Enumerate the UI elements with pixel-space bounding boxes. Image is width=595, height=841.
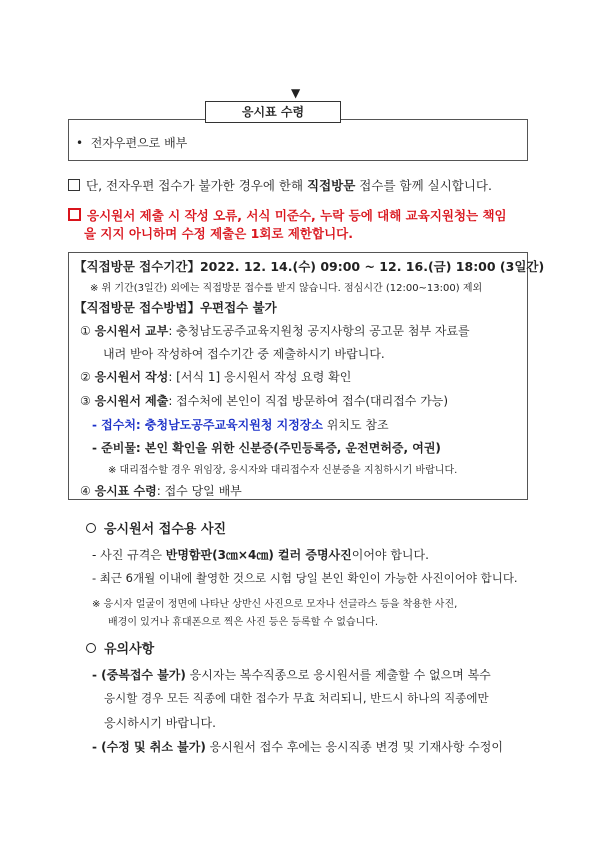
photo-note-1: ※ 응시자 얼굴이 정면에 나타난 상반신 사진으로 모자나 선글라스 등을 착용한 사진, (92, 599, 458, 610)
step-1: ① 응시원서 교부: 충청남도공주교육지원청 공지사항의 공고문 첨부 자료를 (80, 324, 470, 338)
photo-note-2: 배경이 있거나 휴대폰으로 찍은 사진 등은 등록할 수 없습니다. (108, 617, 379, 628)
caution-item-2: - (수정 및 취소 불가) 응시원서 접수 후에는 응시직종 변경 및 기재사항 수정이 (92, 740, 503, 754)
step-1-line-2: 내려 받아 작성하여 접수기간 중 제출하시기 바랍니다. (103, 347, 385, 361)
photo-heading: 응시원서 접수용 사진 (86, 518, 226, 537)
caution-item-1-line-3: 응시하시기 바랍니다. (104, 716, 216, 730)
caution-item-1-line-2: 응시할 경우 모든 직종에 대한 접수가 무효 처리되니, 반드시 하나의 직종에만 (104, 691, 489, 705)
bullet-item (76, 134, 187, 151)
down-arrow-marker: ▼ (291, 86, 301, 100)
step-2: ② 응시원서 작성: [서식 1] 응시원서 작성 요령 확인 (80, 370, 352, 384)
required-items: - 준비물: 본인 확인을 위한 신분증(주민등록증, 운전면허증, 여권) (92, 441, 441, 455)
warning-line-1: 응시원서 제출 시 작성 오류, 서식 미준수, 누락 등에 대해 교육지원청는 책임 (68, 206, 507, 224)
photo-spec: - 사진 규격은 반명함판(3㎝×4㎝) 컬러 증명사진이어야 합니다. (92, 548, 429, 562)
circle-bullet-icon (86, 523, 96, 533)
visit-period: 【직접방문 접수기간】2022. 12. 14.(수) 09:00 ~ 12. 16.(금) 18:00 (3일간) (74, 259, 545, 274)
caution-heading: 유의사항 (86, 638, 154, 657)
red-checkbox-icon (68, 208, 81, 221)
note-visit: 단, 전자우편 접수가 불가한 경우에 한해 직접방문 접수를 함께 실시합니다. (68, 176, 492, 194)
section-title-ticket: 응시표 수령 (205, 101, 341, 123)
bullet-dot: • (76, 136, 91, 150)
checkbox-icon (68, 179, 80, 191)
proxy-note: ※ 대리접수할 경우 위임장, 응시자와 대리접수자 신분증을 지침하시기 바랍니다. (108, 465, 458, 476)
submit-place: - 접수처: 충청남도공주교육지원청 지정장소 위치도 참조 (92, 418, 389, 432)
bullet-text: 전자우편으로 배부 (90, 136, 188, 150)
circle-bullet-icon (86, 643, 96, 653)
visit-method: 【직접방문 접수방법】우편접수 불가 (74, 300, 277, 315)
step-4: ④ 응시표 수령: 접수 당일 배부 (80, 484, 242, 498)
photo-recent: - 최근 6개월 이내에 촬영한 것으로 시험 당일 본인 확인이 가능한 사진이어야 합니다. (92, 571, 518, 585)
warning-line-2: 을 지지 아니하며 수정 제출은 1회로 제한합니다. (84, 226, 353, 241)
caution-item-1: - (중복접수 불가) 응시자는 복수직종으로 응시원서를 제출할 수 없으며 복수 (92, 668, 491, 682)
visit-period-note: ※ 위 기간(3일간) 외에는 직접방문 접수를 받지 않습니다. 점심시간 (12:00~13:00) 제외 (90, 283, 483, 294)
step-3: ③ 응시원서 제출: 접수처에 본인이 직접 방문하여 접수(대리접수 가능) (80, 394, 449, 408)
